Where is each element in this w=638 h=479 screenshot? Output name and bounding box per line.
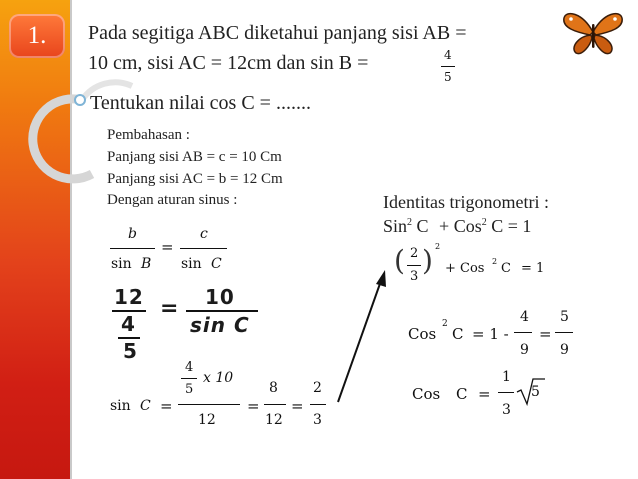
rule-B: B <box>141 256 152 272</box>
id-cC: C <box>456 385 468 403</box>
id-rest: + Cos <box>445 261 485 276</box>
step3-2: 2 <box>313 380 322 396</box>
step3-C: C <box>140 398 151 414</box>
rule-sin: sin <box>181 256 202 272</box>
identity-heading: Identitas trigonometri : <box>383 192 549 212</box>
id-frac-den: 3 <box>410 269 419 284</box>
id-5: 5 <box>560 309 569 325</box>
identity-formula: Sin$^2$ C + Cos$^2$ C = 1 <box>383 216 532 236</box>
step3-4: 4 <box>185 360 194 375</box>
step2-4: 4 <box>121 312 136 336</box>
id-1: 1 <box>502 369 511 385</box>
fraction-bar <box>186 310 258 312</box>
fraction-bar <box>110 248 155 249</box>
step2-equals: = <box>160 296 180 321</box>
step3-12b: 12 <box>265 412 283 428</box>
fraction-bar <box>180 248 227 249</box>
fraction-bar <box>441 66 455 67</box>
step3-x10: x 10 <box>203 370 234 386</box>
step3-12: 12 <box>198 412 216 428</box>
id-eq2: = <box>539 325 552 343</box>
id-4: 4 <box>520 309 529 325</box>
id-9b: 9 <box>560 342 569 358</box>
slide-number-badge: 1. <box>9 14 65 58</box>
rule-c: c <box>200 226 208 242</box>
step3-equals: = <box>291 397 304 415</box>
id-eq3: = <box>478 385 491 403</box>
fraction-bar <box>498 392 514 393</box>
arrow-icon <box>330 268 390 408</box>
step2-5: 5 <box>123 339 138 363</box>
fraction-bar <box>181 378 197 379</box>
step3-equals: = <box>160 397 173 415</box>
problem-line-1: Pada segitiga ABC diketahui panjang sisi AB = <box>88 22 467 44</box>
step3-5: 5 <box>185 382 194 397</box>
sinB-denominator: 5 <box>444 70 452 84</box>
rule-equals: = <box>161 238 174 256</box>
rule-C: C <box>211 256 222 272</box>
step3-8: 8 <box>269 380 278 396</box>
fraction-bar <box>264 404 286 405</box>
fraction-bar <box>310 404 326 405</box>
rule-b: b <box>128 226 137 242</box>
id-frac-num: 2 <box>410 246 419 261</box>
rule-sin: sin <box>111 256 132 272</box>
solution-heading: Pembahasan : <box>107 127 190 143</box>
step3-3: 3 <box>313 412 322 428</box>
question-line: Tentukan nilai cos C = ....... <box>90 92 311 114</box>
solution-line-1: Panjang sisi AB = c = 10 Cm <box>107 149 282 165</box>
id-cos2: Cos <box>408 325 437 343</box>
fraction-bar <box>514 332 532 333</box>
id-sup: 2 <box>435 242 441 251</box>
solution-line-2: Panjang sisi AC = b = 12 Cm <box>107 171 283 187</box>
step3-equals: = <box>247 397 260 415</box>
id-sup: 2 <box>492 257 498 266</box>
step3-sin: sin <box>110 398 131 414</box>
step2-10: 10 <box>205 285 235 309</box>
sqrt-icon <box>515 376 545 406</box>
id-sup: 2 <box>442 319 448 329</box>
solution-line-3: Dengan aturan sinus : <box>107 192 238 208</box>
id-cosC: Cos <box>412 385 441 403</box>
id-rest-C: C <box>501 261 511 276</box>
sinB-numerator: 4 <box>444 48 452 62</box>
paren-left: ( <box>394 244 405 277</box>
butterfly-icon <box>562 10 624 56</box>
fraction-bar <box>407 265 421 266</box>
id-eq1: = 1 <box>521 261 545 276</box>
fraction-bar <box>555 332 573 333</box>
id-3: 3 <box>502 402 511 418</box>
identity-sin: Sin <box>383 216 408 236</box>
step2-12: 12 <box>114 285 144 309</box>
problem-line-2: 10 cm, sisi AC = 12cm dan sin B = <box>88 52 369 74</box>
id-9: 9 <box>520 342 529 358</box>
id-eqminus: = 1 - <box>472 325 509 343</box>
paren-right: ) <box>422 244 433 277</box>
step2-sinC: sin C <box>190 313 250 337</box>
fraction-bar <box>178 404 240 405</box>
id-root: 5 <box>531 384 540 400</box>
id-c2: C <box>452 325 464 343</box>
